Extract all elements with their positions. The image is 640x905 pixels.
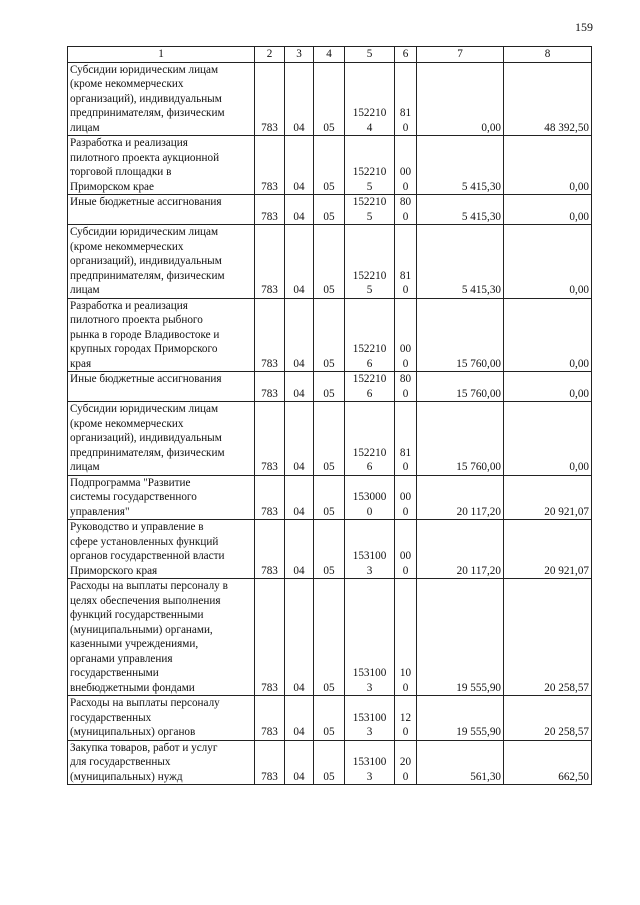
row-name-line: (муниципальными) органами, xyxy=(70,623,213,636)
expense-type-cell-line: 00 xyxy=(399,550,412,562)
expense-type-cell-line: 0 xyxy=(402,284,409,296)
expense-type-cell-line: 0 xyxy=(402,210,409,223)
row-name-line: Приморского края xyxy=(70,564,158,577)
row-name-cell xyxy=(68,402,255,476)
row-name-line: сфере установленных функций xyxy=(70,535,219,548)
row-name-line: (кроме некоммерческих xyxy=(70,417,184,430)
row-name-line: Приморском крае xyxy=(70,180,154,193)
page-number: 159 xyxy=(575,20,593,34)
target-article-cell-line: 3 xyxy=(366,564,373,577)
row-name-line: рынка в городе Владивостоке и xyxy=(70,328,220,341)
amount-year1-cell: 5 415,30 xyxy=(417,136,504,195)
amount-year2-cell: 0,00 xyxy=(504,225,592,299)
row-name-line: крупных городах Приморского xyxy=(70,343,218,355)
amount-year2-cell: 20 921,07 xyxy=(504,520,592,579)
section-code-cell: 04 xyxy=(285,136,314,195)
expense-type-cell-line: 81 xyxy=(399,269,412,282)
admin-code-cell: 783 xyxy=(255,195,285,225)
admin-code-cell: 783 xyxy=(255,372,285,402)
row-name-cell xyxy=(68,696,255,741)
admin-code-cell: 783 xyxy=(255,475,285,520)
admin-code-cell: 783 xyxy=(255,298,285,372)
target-article-cell-line: 0 xyxy=(366,505,373,518)
amount-year1-cell: 15 760,00 xyxy=(417,372,504,402)
admin-code-cell: 783 xyxy=(255,62,285,136)
expense-type-cell-line: 81 xyxy=(399,446,412,459)
row-name-line: (кроме некоммерческих xyxy=(70,78,184,90)
row-name-line: Разработка и реализация xyxy=(70,137,188,149)
expense-type-cell xyxy=(395,225,417,299)
expense-type-cell-line: 0 xyxy=(402,564,409,577)
expense-type-cell-line: 0 xyxy=(402,505,409,518)
target-article-cell-line: 153100 xyxy=(352,756,387,768)
row-name-line: функций государственными xyxy=(70,609,204,621)
row-name-line: торговой площадки в xyxy=(70,166,172,178)
expense-type-cell-line: 80 xyxy=(399,373,412,385)
amount-year2-cell: 662,50 xyxy=(504,740,592,785)
section-code-cell: 04 xyxy=(285,62,314,136)
target-article-cell xyxy=(345,475,395,520)
expense-type-cell xyxy=(395,696,417,741)
target-article-cell-line: 152210 xyxy=(352,343,387,355)
row-name-cell xyxy=(68,195,255,225)
table-row xyxy=(68,475,592,520)
row-name-line: Субсидии юридическим лицам xyxy=(70,63,219,76)
target-article-cell-line: 152210 xyxy=(352,196,387,208)
subsection-code-cell: 05 xyxy=(314,298,345,372)
expense-type-cell xyxy=(395,740,417,785)
amount-year2-cell: 0,00 xyxy=(504,402,592,476)
section-code-cell: 04 xyxy=(285,740,314,785)
expense-type-cell-line: 0 xyxy=(402,770,409,783)
target-article-cell-line: 6 xyxy=(366,387,373,400)
row-name-line: внебюджетными фондами xyxy=(70,681,195,694)
row-name-cell xyxy=(68,740,255,785)
subsection-code-cell: 05 xyxy=(314,372,345,402)
amount-year1-cell: 20 117,20 xyxy=(417,475,504,520)
admin-code-cell: 783 xyxy=(255,579,285,696)
row-name-line: Субсидии юридическим лицам xyxy=(70,226,219,238)
row-name-line: (муниципальных) нужд xyxy=(70,770,183,783)
amount-year1-cell: 5 415,30 xyxy=(417,195,504,225)
target-article-cell-line: 152210 xyxy=(352,166,387,178)
target-article-cell-line: 5 xyxy=(366,210,373,223)
expense-type-cell-line: 80 xyxy=(399,196,412,208)
row-name-line: организаций), индивидуальным xyxy=(70,432,222,444)
row-name-line: пилотного проекта рыбного xyxy=(70,314,203,326)
target-article-cell-line: 152210 xyxy=(352,107,387,119)
expense-type-cell xyxy=(395,402,417,476)
target-article-cell xyxy=(345,402,395,476)
row-name-cell xyxy=(68,298,255,372)
amount-year2-cell: 0,00 xyxy=(504,195,592,225)
expense-type-cell-line: 0 xyxy=(402,387,409,400)
expense-type-cell xyxy=(395,579,417,696)
expense-type-cell xyxy=(395,62,417,136)
target-article-cell-line: 153100 xyxy=(352,711,387,724)
row-name-line: Подпрограмма "Развитие xyxy=(70,476,191,489)
target-article-cell-line: 5 xyxy=(366,284,373,296)
header-cell: 4 xyxy=(314,47,345,63)
section-code-cell: 04 xyxy=(285,195,314,225)
expense-type-cell xyxy=(395,136,417,195)
expense-type-cell-line: 0 xyxy=(402,726,409,738)
amount-year1-cell: 5 415,30 xyxy=(417,225,504,299)
row-name-line: органов государственной власти xyxy=(70,550,225,562)
subsection-code-cell: 05 xyxy=(314,62,345,136)
row-name-line: лицам xyxy=(70,284,100,296)
section-code-cell: 04 xyxy=(285,520,314,579)
admin-code-cell: 783 xyxy=(255,225,285,299)
target-article-cell-line: 3 xyxy=(366,770,373,783)
subsection-code-cell: 05 xyxy=(314,402,345,476)
section-code-cell: 04 xyxy=(285,225,314,299)
expense-type-cell-line: 20 xyxy=(399,756,412,768)
expense-type-cell-line: 00 xyxy=(399,166,412,178)
amount-year1-cell: 0,00 xyxy=(417,62,504,136)
admin-code-cell: 783 xyxy=(255,740,285,785)
amount-year1-cell: 15 760,00 xyxy=(417,402,504,476)
table-row xyxy=(68,740,592,785)
subsection-code-cell: 05 xyxy=(314,475,345,520)
row-name-cell xyxy=(68,62,255,136)
subsection-code-cell: 05 xyxy=(314,225,345,299)
target-article-cell-line: 153000 xyxy=(352,491,387,503)
amount-year2-cell: 20 258,57 xyxy=(504,696,592,741)
row-name-line: лицам xyxy=(70,461,100,473)
section-code-cell: 04 xyxy=(285,475,314,520)
expense-type-cell-line: 10 xyxy=(399,667,412,679)
section-code-cell: 04 xyxy=(285,372,314,402)
row-name-line: (муниципальных) органов xyxy=(70,726,196,738)
subsection-code-cell: 05 xyxy=(314,740,345,785)
amount-year2-cell: 20 921,07 xyxy=(504,475,592,520)
table-row xyxy=(68,225,592,299)
budget-table xyxy=(67,46,592,785)
row-name-line: Разработка и реализация xyxy=(70,299,188,312)
table-row xyxy=(68,696,592,741)
header-cell: 2 xyxy=(255,47,285,63)
amount-year1-cell: 20 117,20 xyxy=(417,520,504,579)
row-name-line: Иные бюджетные ассигнования xyxy=(70,373,222,385)
amount-year2-cell: 0,00 xyxy=(504,372,592,402)
target-article-cell-line: 153100 xyxy=(352,550,387,562)
target-article-cell xyxy=(345,195,395,225)
table-row xyxy=(68,298,592,372)
expense-type-cell xyxy=(395,475,417,520)
admin-code-cell: 783 xyxy=(255,136,285,195)
header-cell: 6 xyxy=(395,47,417,63)
amount-year1-cell: 15 760,00 xyxy=(417,298,504,372)
expense-type-cell-line: 0 xyxy=(402,461,409,473)
table-row xyxy=(68,136,592,195)
expense-type-cell xyxy=(395,372,417,402)
row-name-line: предпринимателям, физическим xyxy=(70,269,225,282)
subsection-code-cell: 05 xyxy=(314,579,345,696)
subsection-code-cell: 05 xyxy=(314,696,345,741)
header-cell: 8 xyxy=(504,47,592,63)
target-article-cell xyxy=(345,579,395,696)
row-name-line: Иные бюджетные ассигнования xyxy=(70,196,222,208)
expense-type-cell-line: 81 xyxy=(399,107,412,119)
section-code-cell: 04 xyxy=(285,696,314,741)
row-name-cell xyxy=(68,225,255,299)
target-article-cell xyxy=(345,62,395,136)
row-name-line: Руководство и управление в xyxy=(70,521,204,533)
target-article-cell xyxy=(345,136,395,195)
section-code-cell: 04 xyxy=(285,579,314,696)
expense-type-cell xyxy=(395,520,417,579)
row-name-cell xyxy=(68,579,255,696)
row-name-line: организаций), индивидуальным xyxy=(70,92,222,105)
row-name-line: предпринимателям, физическим xyxy=(70,446,225,459)
subsection-code-cell: 05 xyxy=(314,195,345,225)
amount-year2-cell: 0,00 xyxy=(504,136,592,195)
expense-type-cell-line: 12 xyxy=(399,711,412,724)
header-cell: 3 xyxy=(285,47,314,63)
subsection-code-cell: 05 xyxy=(314,136,345,195)
row-name-line: Расходы на выплаты персоналу xyxy=(70,697,220,709)
amount-year1-cell: 561,30 xyxy=(417,740,504,785)
row-name-line: пилотного проекта аукционной xyxy=(70,151,220,164)
target-article-cell-line: 5 xyxy=(366,180,373,193)
header-cell: 1 xyxy=(68,47,255,63)
row-name-line: края xyxy=(70,357,92,370)
table-row xyxy=(68,579,592,696)
target-article-cell-line: 3 xyxy=(366,681,373,694)
row-name-cell xyxy=(68,136,255,195)
target-article-cell-line: 4 xyxy=(366,121,373,134)
row-name-line: Закупка товаров, работ и услуг xyxy=(70,741,218,754)
target-article-cell-line: 152210 xyxy=(352,446,387,459)
row-name-line: предпринимателям, физическим xyxy=(70,107,225,119)
table-row xyxy=(68,195,592,225)
target-article-cell xyxy=(345,298,395,372)
section-code-cell: 04 xyxy=(285,402,314,476)
admin-code-cell: 783 xyxy=(255,696,285,741)
table-row xyxy=(68,402,592,476)
amount-year2-cell: 48 392,50 xyxy=(504,62,592,136)
target-article-cell-line: 3 xyxy=(366,726,373,738)
amount-year2-cell: 20 258,57 xyxy=(504,579,592,696)
row-name-cell xyxy=(68,372,255,402)
row-name-line: Расходы на выплаты персоналу в xyxy=(70,580,228,592)
row-name-line: (кроме некоммерческих xyxy=(70,240,184,253)
row-name-line: Субсидии юридическим лицам xyxy=(70,403,219,415)
row-name-line: системы государственного xyxy=(70,491,197,503)
row-name-cell xyxy=(68,475,255,520)
expense-type-cell-line: 0 xyxy=(402,121,409,134)
row-name-line: казенными учреждениями, xyxy=(70,638,199,650)
admin-code-cell: 783 xyxy=(255,520,285,579)
expense-type-cell xyxy=(395,195,417,225)
admin-code-cell: 783 xyxy=(255,402,285,476)
table-row xyxy=(68,62,592,136)
target-article-cell-line: 6 xyxy=(366,461,373,473)
target-article-cell-line: 6 xyxy=(366,357,373,370)
target-article-cell xyxy=(345,520,395,579)
target-article-cell xyxy=(345,372,395,402)
table-row xyxy=(68,372,592,402)
row-name-line: государственными xyxy=(70,667,159,679)
amount-year1-cell: 19 555,90 xyxy=(417,579,504,696)
amount-year2-cell: 0,00 xyxy=(504,298,592,372)
table-header-row xyxy=(68,47,592,63)
row-name-line: государственных xyxy=(70,711,152,724)
row-name-cell xyxy=(68,520,255,579)
header-cell: 5 xyxy=(345,47,395,63)
row-name-line: органами управления xyxy=(70,652,173,665)
target-article-cell xyxy=(345,696,395,741)
target-article-cell-line: 152210 xyxy=(352,373,387,385)
row-name-line: лицам xyxy=(70,121,100,134)
expense-type-cell-line: 0 xyxy=(402,681,409,694)
subsection-code-cell: 05 xyxy=(314,520,345,579)
expense-type-cell-line: 00 xyxy=(399,343,412,355)
target-article-cell xyxy=(345,740,395,785)
target-article-cell xyxy=(345,225,395,299)
row-name-line: для государственных xyxy=(70,756,171,768)
target-article-cell-line: 153100 xyxy=(352,667,387,679)
expense-type-cell-line: 0 xyxy=(402,357,409,370)
header-cell: 7 xyxy=(417,47,504,63)
table-row xyxy=(68,520,592,579)
target-article-cell-line: 152210 xyxy=(352,269,387,282)
expense-type-cell xyxy=(395,298,417,372)
expense-type-cell-line: 00 xyxy=(399,491,412,503)
row-name-line: организаций), индивидуальным xyxy=(70,255,222,267)
expense-type-cell-line: 0 xyxy=(402,180,409,193)
row-name-line: целях обеспечения выполнения xyxy=(70,594,221,607)
section-code-cell: 04 xyxy=(285,298,314,372)
amount-year1-cell: 19 555,90 xyxy=(417,696,504,741)
row-name-line: управления" xyxy=(70,505,130,518)
